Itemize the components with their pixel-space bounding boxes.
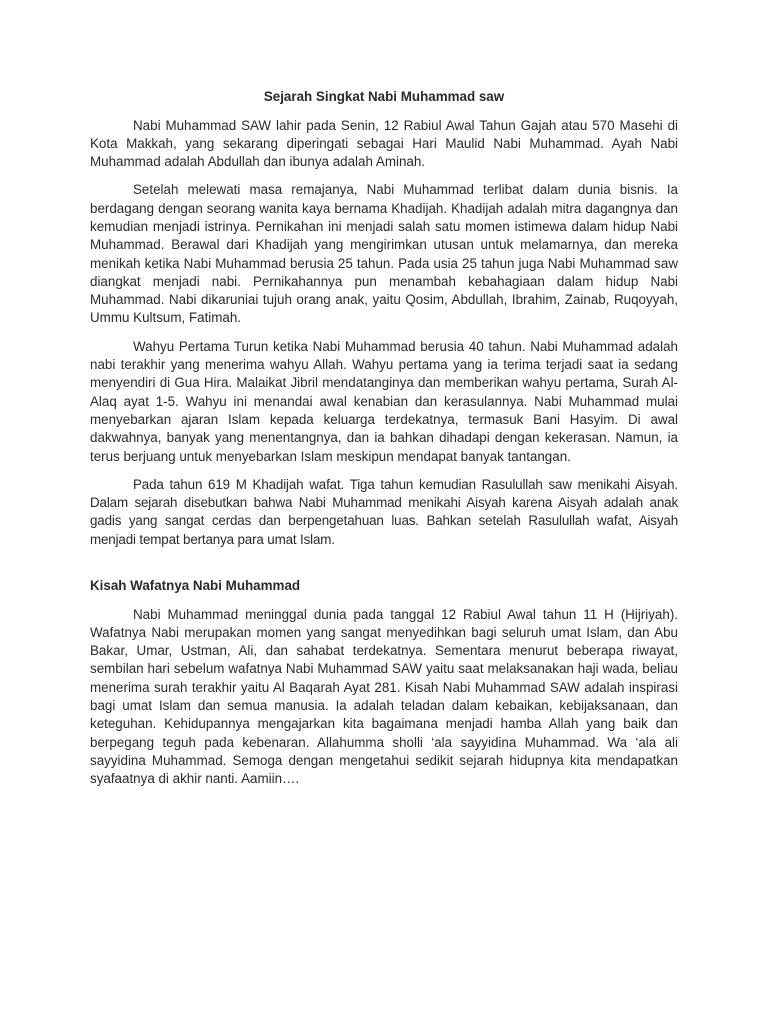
paragraph-marriage: Setelah melewati masa remajanya, Nabi Muhammad terlibat dalam dunia bisnis. Ia berdagang dengan seorang wanita kaya bernama Khadijah. Khadijah adalah mitra dagangnya dan kemudian menjadi istrinya. Pernikahan ini menjadi salah satu momen istimewa dalam hidup Nabi Muhammad. Berawal dari Khadijah yang mengirimkan utusan untuk melamarnya, dan mereka menikah ketika Nabi Muhammad berusia 25 tahun. Pada usia 25 tahun juga Nabi Muhammad saw diangkat menjadi nabi. Pernikahannya pun menambah kebahagiaan dalam hidup Nabi Muhammad. Nabi dikaruniai tujuh orang anak, yaitu Qosim, Abdullah, Ibrahim, Zainab, Ruqoyyah, Ummu Kultsum, Fatimah. [90, 182, 678, 326]
paragraph-revelation: Wahyu Pertama Turun ketika Nabi Muhammad berusia 40 tahun. Nabi Muhammad adalah nabi terakhir yang menerima wahyu Allah. Wahyu pertama yang ia terima terjadi saat ia sedang menyendiri di Gua Hira. Malaikat Jibril mendatanginya dan memberikan wahyu pertama, Surah Al-Alaq ayat 1-5. Wahyu ini menandai awal kenabian dan kerasulannya. Nabi Muhammad mulai menyebarkan ajaran Islam kepada keluarga terdekatnya, termasuk Bani Hasyim. Di awal dakwahnya, banyak yang menentangnya, dan ia bahkan dihadapi dengan kekerasan. Namun, ia terus berjuang untuk menyebarkan Islam meskipun mendapat banyak tantangan. [90, 338, 678, 464]
page-title: Sejarah Singkat Nabi Muhammad saw [263, 89, 505, 104]
paragraph-birth: Nabi Muhammad SAW lahir pada Senin, 12 Rabiul Awal Tahun Gajah atau 570 Masehi di Kota Makkah, yang sekarang diperingati sebagai Hari Maulid Nabi Muhammad. Ayah Nabi Muhammad adalah Abdullah dan ibunya adalah Aminah. [90, 117, 678, 170]
paragraph-death: Nabi Muhammad meninggal dunia pada tanggal 12 Rabiul Awal tahun 11 H (Hijriyah). Wafatnya Nabi merupakan momen yang sangat menyedihkan bagi seluruh umat Islam, dan Abu Bakar, Umar, Ustman, Ali, dan sahabat terdekatnya. Sementara menurut beberapa riwayat, sembilan hari sebelum wafatnya Nabi Muhammad SAW yaitu saat melaksanakan haji wada, beliau menerima surah terakhir yaitu Al Baqarah Ayat 281. Kisah Nabi Muhammad SAW adalah inspirasi bagi umat Islam dan semua manusia. Ia adalah teladan dalam kebaikan, kebijaksanaan, dan keteguhan. Kehidupannya mengajarkan kita bagaimana menjadi hamba Allah yang baik dan berpegang teguh pada kebenaran. Allahumma sholli ‘ala sayyidina Muhammad. Wa ‘ala ali sayyidina Muhammad. Semoga dengan mengetahui sedikit sejarah hidupnya kita mendapatkan syafaatnya di akhir nanti. Aamiin…. [90, 606, 678, 787]
document-page [90, 88, 678, 799]
paragraph-aisyah: Pada tahun 619 M Khadijah wafat. Tiga tahun kemudian Rasulullah saw menikahi Aisyah. Dalam sejarah disebutkan bahwa Nabi Muhammad menikahi Aisyah karena Aisyah adalah anak gadis yang sangat cerdas dan berpengetahuan luas. Bahkan setelah Rasulullah wafat, Aisyah menjadi tempat bertanya para umat Islam. [90, 476, 678, 547]
section-heading: Kisah Wafatnya Nabi Muhammad [90, 578, 301, 594]
